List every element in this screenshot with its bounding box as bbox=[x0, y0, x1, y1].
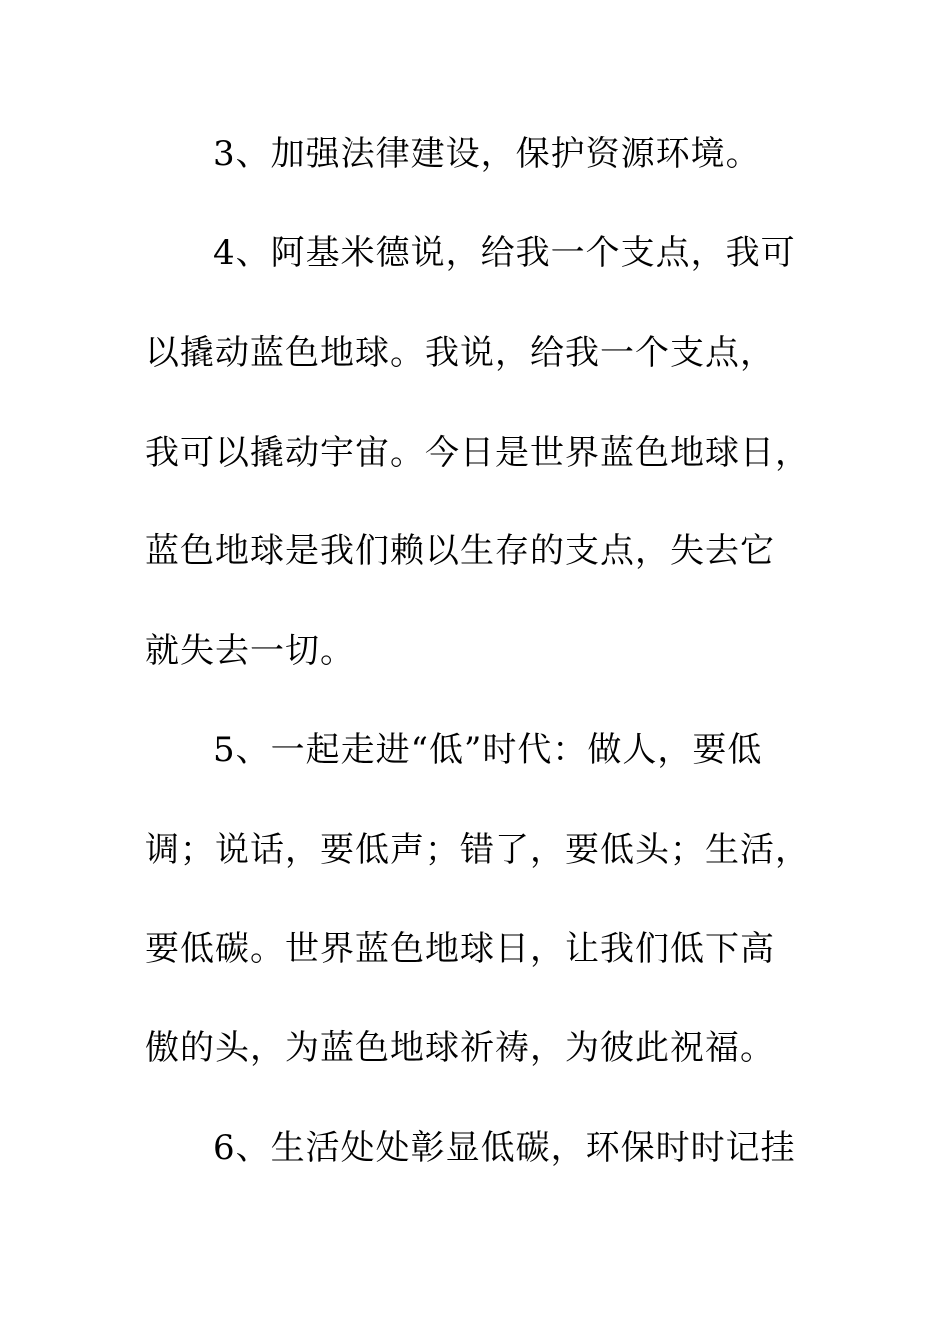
paragraph-3-line-1: 3、加强法律建设，保护资源环境。 bbox=[213, 134, 761, 174]
paragraph-5-line-3: 要低碳。世界蓝色地球日，让我们低下高 bbox=[145, 929, 775, 969]
paragraph-4-line-2: 以撬动蓝色地球。我说，给我一个支点， bbox=[145, 333, 775, 373]
paragraph-5-line-4: 傲的头，为蓝色地球祈祷，为彼此祝福。 bbox=[145, 1028, 775, 1068]
paragraph-4-line-4: 蓝色地球是我们赖以生存的支点，失去它 bbox=[145, 531, 775, 571]
paragraph-5-line-2: 调；说话，要低声；错了，要低头；生活， bbox=[145, 830, 810, 870]
paragraph-5-line-1: 5、一起走进“低”时代：做人，要低 bbox=[213, 730, 763, 770]
paragraph-4-line-3: 我可以撬动宇宙。今日是世界蓝色地球日， bbox=[145, 433, 810, 473]
paragraph-4-line-5: 就失去一切。 bbox=[145, 631, 355, 671]
paragraph-4-line-1: 4、阿基米德说，给我一个支点，我可 bbox=[213, 233, 796, 273]
paragraph-6-line-1: 6、生活处处彰显低碳，环保时时记挂 bbox=[213, 1128, 796, 1168]
